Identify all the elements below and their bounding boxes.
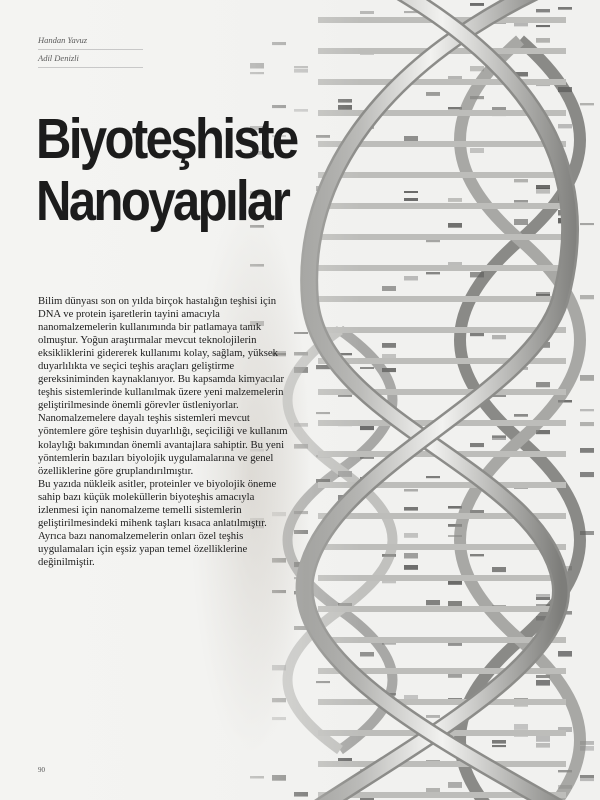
title-line: Biyoteşhiste <box>36 107 297 171</box>
author-name: Handan Yavuz <box>38 32 143 50</box>
title-line: Nanoyapılar <box>36 169 289 233</box>
author-name: Adil Denizli <box>38 50 143 68</box>
body-paragraph: Bu yazıda nükleik asitler, proteinler ve biyolojik öneme sahip bazı küçük moleküllerin biyoteşhis amacıyla izlenmesi için nanomalzeme temelli sistemlerin geliştirilmesindeki mihenk taşları kısaca anlatılmıştır. Ayrıca bazı nanomalzemelerin onları özel teşhis uygulamaları için eşsiz yapan temel özelliklerine değinilmiştir. <box>38 477 277 568</box>
author-list <box>38 32 143 68</box>
page-number: 90 <box>38 766 45 774</box>
body-paragraph: Bilim dünyası son on yılda birçok hastalığın teşhisi için DNA ve protein işaretlerin tayini amacıyla nanomalzemelerin kullanımında bir patlamaya tanık olmuştur. Yoğun araştırmalar mevcut teknolojilerin eksikliklerini gidererek kullanımı kolay, sağlam, yüksek duyarlılıkta ve seçici teşhis araçları geliştirme gereksiniminden kaynaklanıyor. Bu kapsamda kimyacılar teşhis sistemlerinde kullanılmak üzere yeni malzemelerin geliştirilmesinde önemli görevler üstleniyorlar. Nanomalzemelere dayalı teşhis sistemleri mevcut yöntemlere göre teşhisin duyarlılığı, seçiciliği ve kullanım kolaylığı bakımından önemli avantajlara sahiptir. Bu yeni yöntemlerin bazıları biyolojik uygulamalarına ve genel özelliklerine göre gruplandırılmıştır. <box>38 295 288 477</box>
article-title <box>36 108 297 232</box>
article-body <box>38 295 288 569</box>
